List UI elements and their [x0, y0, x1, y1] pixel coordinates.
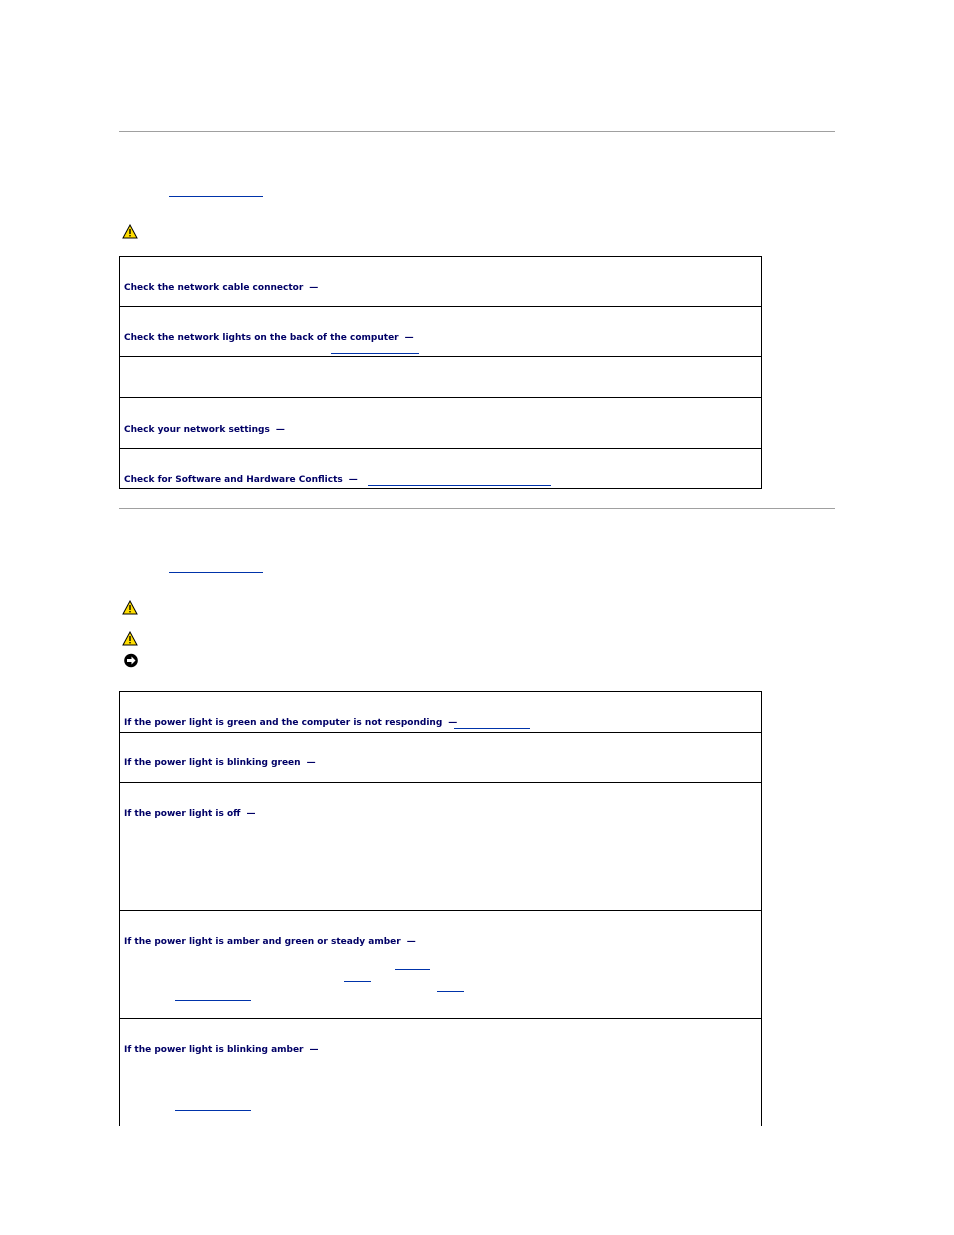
caution-icon [122, 600, 138, 615]
row-heading: If the power light is amber and green or steady amber [124, 937, 401, 947]
table-row [120, 783, 761, 911]
row-link[interactable] [395, 969, 430, 970]
row-link[interactable] [437, 991, 464, 992]
row-heading: Check for Software and Hardware Conflicts [124, 475, 343, 485]
row-dash: — [275, 425, 285, 435]
row-heading: If the power light is blinking amber [124, 1045, 304, 1055]
row-heading: If the power light is green and the computer is not responding [124, 718, 443, 728]
row-heading: Check your network settings [124, 425, 270, 435]
table-row [120, 733, 761, 783]
row-heading: Check the network cable connector [124, 283, 304, 293]
row-link[interactable] [331, 353, 419, 354]
table-row [120, 257, 761, 307]
notice-icon [123, 653, 139, 668]
row-link[interactable] [175, 1000, 251, 1001]
row-heading: If the power light is blinking green [124, 758, 301, 768]
row-dash: — [404, 333, 414, 343]
row-link[interactable] [454, 728, 530, 729]
row-dash: — [406, 937, 416, 947]
table-row [120, 911, 761, 1019]
table-row [120, 1019, 761, 1127]
row-dash: — [309, 1045, 319, 1055]
row-dash: — [306, 758, 316, 768]
back-to-contents-link[interactable] [169, 196, 263, 197]
row-link[interactable] [175, 1110, 251, 1111]
row-dash: — [309, 283, 319, 293]
section-divider [119, 508, 835, 509]
row-dash: — [246, 809, 256, 819]
row-heading: Check the network lights on the back of the computer [124, 333, 399, 343]
row-link[interactable] [368, 485, 551, 486]
caution-icon [122, 631, 138, 646]
table-row [120, 692, 761, 733]
back-to-contents-link[interactable] [169, 572, 263, 573]
row-dash: — [348, 475, 358, 485]
section-divider-top [119, 131, 835, 132]
row-dash: — [448, 718, 458, 728]
row-link[interactable] [344, 981, 371, 982]
table-row [120, 357, 761, 398]
table-row [120, 398, 761, 449]
row-heading: If the power light is off [124, 809, 241, 819]
table-row [120, 307, 761, 357]
network-problems-table [119, 256, 762, 489]
power-lights-table [119, 691, 762, 1126]
caution-icon [122, 224, 138, 239]
table-row [120, 449, 761, 490]
